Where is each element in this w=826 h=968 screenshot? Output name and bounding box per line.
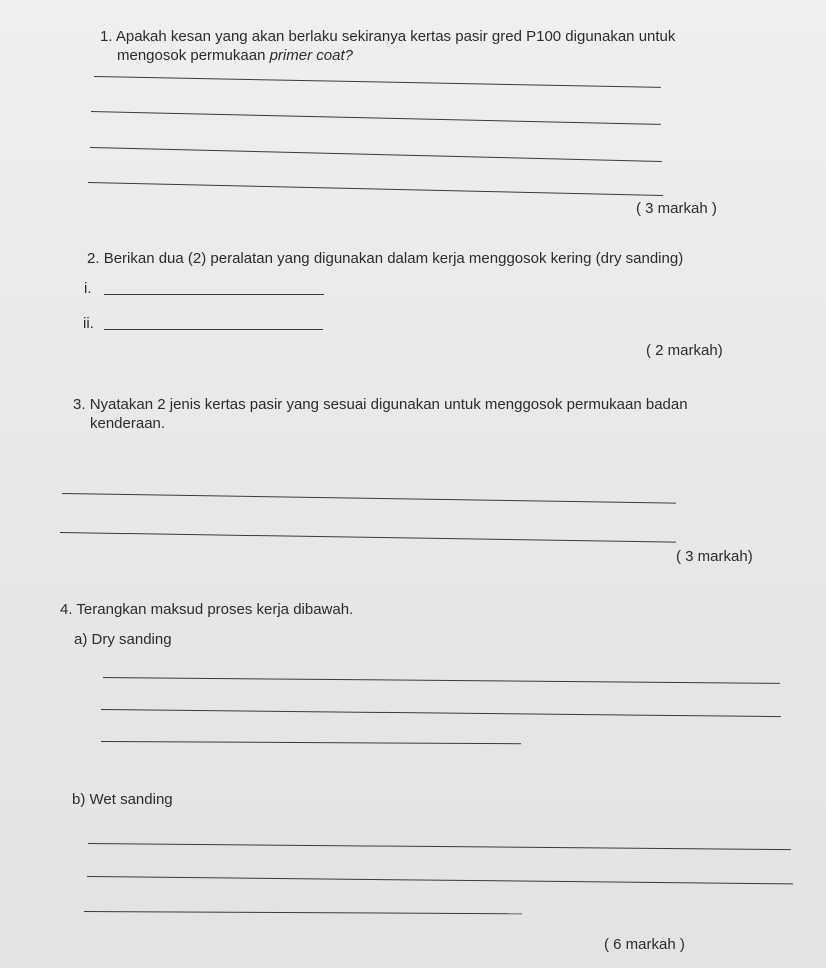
question-1-marks: ( 3 markah ) (636, 200, 717, 217)
question-3-marks: ( 3 markah) (676, 548, 753, 565)
part-a-label: a) (74, 631, 88, 648)
question-4-text: Terangkan maksud proses kerja dibawah. (76, 601, 354, 618)
question-2-text: Berikan dua (2) peralatan yang digunakan dalam kerja menggosok kering (dry sanding) (103, 250, 684, 267)
answer-line (87, 876, 793, 884)
question-2-item-ii: ii. (83, 315, 94, 332)
answer-line (84, 911, 522, 914)
question-4 (60, 601, 353, 619)
question-1-number: 1. (100, 28, 113, 45)
question-4-part-a (74, 631, 172, 649)
question-3-number: 3. (73, 396, 86, 413)
question-3-text-line2: kenderaan. (90, 415, 166, 432)
question-3-text: Nyatakan 2 jenis kertas pasir yang sesuai digunakan untuk menggosok permukaan badan (89, 396, 688, 413)
answer-line (101, 709, 781, 717)
question-4-marks: ( 6 markah ) (604, 936, 685, 953)
question-1 (100, 28, 675, 46)
question-1-italic-term: primer coat? (269, 47, 353, 64)
answer-line (90, 147, 662, 162)
part-b-label: b) (72, 791, 86, 808)
answer-line (60, 532, 676, 543)
answer-line (104, 294, 324, 295)
answer-line (62, 493, 676, 504)
answer-line (91, 111, 661, 125)
part-b-text: Wet sanding (89, 791, 173, 808)
question-3 (73, 396, 688, 414)
answer-line (101, 741, 521, 744)
question-2-marks: ( 2 markah) (646, 342, 723, 359)
answer-line (103, 677, 780, 684)
part-a-text: Dry sanding (91, 631, 172, 648)
question-2 (87, 250, 683, 268)
answer-line (94, 76, 661, 88)
question-2-item-i: i. (84, 280, 92, 297)
question-1-text-line2: mengosok permukaan (117, 47, 270, 64)
question-4-number: 4. (60, 601, 73, 618)
answer-line (104, 329, 323, 330)
answer-line (88, 843, 791, 850)
question-2-number: 2. (87, 250, 100, 267)
answer-line (88, 182, 663, 196)
question-4-part-b (72, 791, 173, 809)
question-1-text: Apakah kesan yang akan berlaku sekiranya kertas pasir gred P100 digunakan untuk (115, 28, 676, 45)
question-1-line2 (117, 47, 353, 65)
